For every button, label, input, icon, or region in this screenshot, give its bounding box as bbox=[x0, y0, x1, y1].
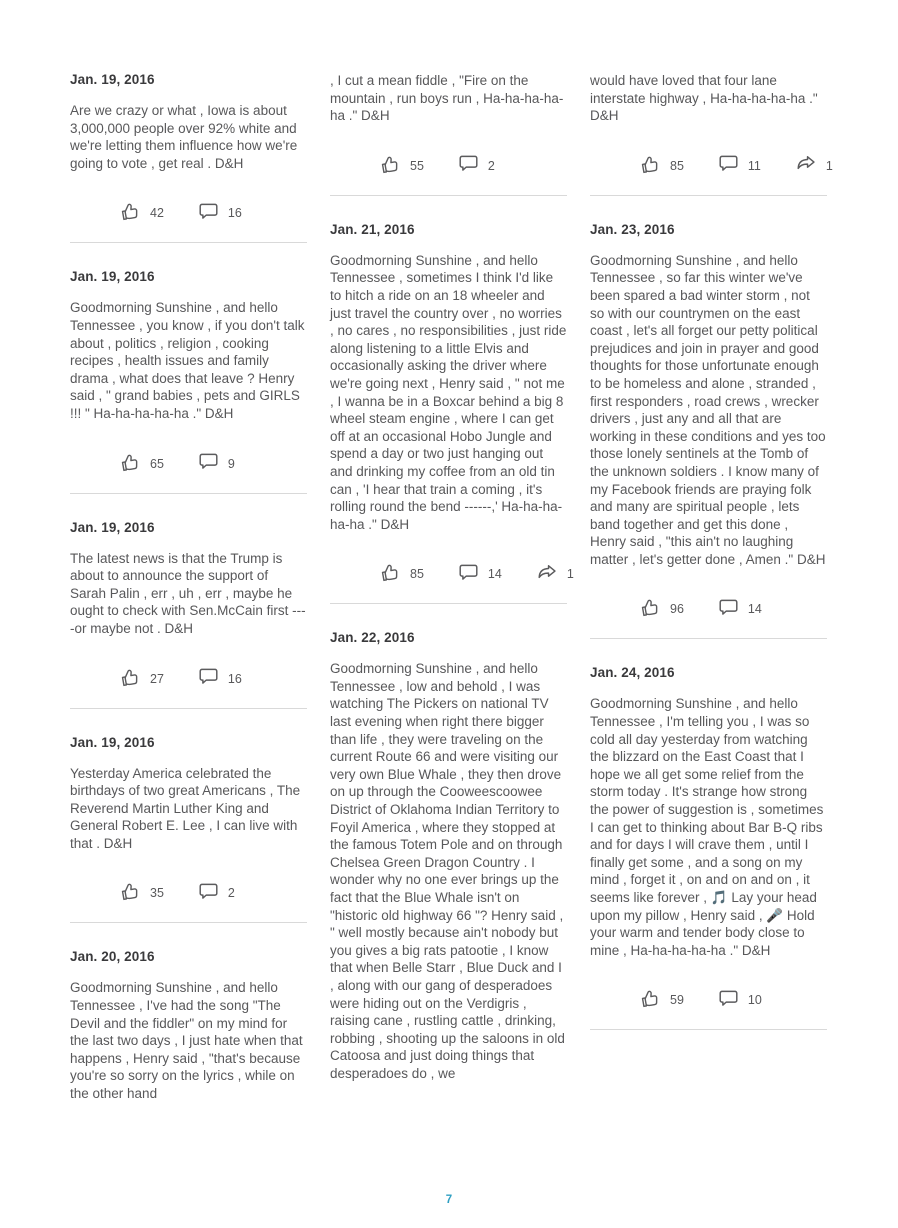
post-continuation bbox=[330, 72, 567, 222]
comment-icon bbox=[198, 202, 219, 221]
comment-icon bbox=[718, 989, 739, 1008]
like-count: 55 bbox=[410, 158, 424, 173]
like-stat[interactable] bbox=[380, 562, 424, 582]
comment-stat[interactable] bbox=[718, 154, 761, 173]
comment-icon bbox=[198, 882, 219, 901]
like-count: 35 bbox=[150, 886, 164, 901]
share-count: 1 bbox=[825, 158, 833, 173]
post-divider bbox=[590, 638, 827, 639]
post-stats bbox=[590, 595, 827, 619]
post-divider bbox=[70, 922, 307, 923]
post bbox=[70, 269, 307, 519]
post-text: Goodmorning Sunshine , and hello Tennessee , I'm telling you , I was so cold all day yesterday from watching the blizzard on the East Coast that I hope we all get some relief from the storm today . It's strange how strong the power of suggestion is , sometimes I can get to thinking about Bar B-Q ribs and for days I will crave them , until I finally get some , and a song on my mind , forget it , on and on and on , it seems like forever , 🎵 Lay your head upon my pillow , Henry said , 🎤 Hold your warm and tender body close to mine , Ha-ha-ha-ha-ha ." D&H bbox=[590, 696, 824, 958]
comment-stat[interactable] bbox=[198, 882, 235, 901]
column-1 bbox=[70, 72, 307, 1130]
thumbs-up-icon bbox=[118, 880, 142, 903]
post bbox=[590, 222, 827, 666]
like-count: 65 bbox=[150, 456, 164, 471]
column-2 bbox=[330, 72, 574, 1130]
post-date: Jan. 19, 2016 bbox=[70, 519, 155, 535]
post-stats bbox=[70, 879, 307, 903]
comment-stat[interactable] bbox=[718, 598, 762, 617]
post bbox=[330, 221, 574, 631]
post-divider bbox=[330, 603, 567, 604]
like-count: 85 bbox=[410, 567, 424, 582]
post-text: , I cut a mean fiddle , "Fire on the mountain , run boys run , Ha-ha-ha-ha-ha ." D&H bbox=[330, 73, 564, 124]
comment-stat[interactable] bbox=[198, 667, 242, 686]
comment-icon bbox=[198, 667, 219, 686]
post-text: Goodmorning Sunshine , and hello Tennessee , low and behold , I was watching The Pickers on national TV last evening when right there bigger than life , they were traveling on the current Route 66 and were visiting our very own Blue Whale , they then drove on up through the Cooweescoowee District of Oklahoma Indian Territory to Foyil America , where they stopped at the famous Totem Pole and on through Chelsea Green Dragon Country . I wonder why no one ever brings up the fact that the Blue Whale isn't on "historic old highway 66 "? Henry said , " well mostly because ain't nobody but you gives a big rats patootie , I know that when Belle Starr , Blue Duck and I , along with our gang of desperadoes were hiding out on the Verdigris , raising cane , rustling cattle , drinking, robbing , shooting up the saloons in old Catoosa and just doing things that desperadoes do , we bbox=[330, 661, 565, 1081]
thumbs-up-icon bbox=[118, 200, 142, 223]
post-stats bbox=[330, 560, 574, 584]
post-divider bbox=[330, 195, 567, 196]
thumbs-up-icon bbox=[638, 596, 662, 619]
post-text: would have loved that four lane interstate highway , Ha-ha-ha-ha-ha ." D&H bbox=[590, 73, 818, 124]
share-count: 1 bbox=[566, 567, 574, 582]
post bbox=[70, 949, 307, 1129]
comment-count: 11 bbox=[747, 158, 761, 173]
like-stat[interactable] bbox=[380, 154, 424, 174]
post bbox=[590, 665, 827, 1056]
share-stat[interactable] bbox=[795, 154, 833, 173]
thumbs-up-icon bbox=[378, 152, 402, 175]
post-divider bbox=[70, 493, 307, 494]
post-columns bbox=[70, 72, 833, 1130]
like-stat[interactable] bbox=[120, 452, 164, 472]
post-date: Jan. 19, 2016 bbox=[70, 269, 155, 285]
post-stats bbox=[590, 152, 833, 176]
comment-icon bbox=[458, 563, 479, 582]
comment-count: 14 bbox=[487, 567, 502, 582]
post-divider bbox=[590, 195, 827, 196]
comment-count: 16 bbox=[227, 671, 242, 686]
post-date: Jan. 19, 2016 bbox=[70, 72, 155, 87]
post-divider bbox=[70, 708, 307, 709]
column-3 bbox=[590, 72, 833, 1130]
comment-count: 16 bbox=[227, 206, 242, 221]
post-text: Yesterday America celebrated the birthdays of two great Americans , The Reverend Martin Luther King and General Robert E. Lee , I can live with that . D&H bbox=[70, 765, 301, 851]
like-stat[interactable] bbox=[640, 988, 684, 1008]
page-number: 7 bbox=[445, 1194, 453, 1206]
share-arrow-icon bbox=[536, 563, 558, 582]
post-divider bbox=[70, 242, 307, 243]
post-date: Jan. 22, 2016 bbox=[330, 630, 415, 646]
like-count: 59 bbox=[670, 993, 684, 1008]
like-count: 27 bbox=[150, 671, 164, 686]
comment-count: 2 bbox=[227, 886, 235, 901]
post-text: The latest news is that the Trump is about to announce the support of Sarah Palin , err , uh , err , maybe he ought to check with Sen.McCain first ----or maybe not . D&H bbox=[70, 550, 306, 636]
post bbox=[70, 520, 307, 735]
comment-stat[interactable] bbox=[718, 989, 762, 1008]
comment-icon bbox=[458, 154, 479, 173]
post-text: Goodmorning Sunshine , and hello Tennessee , I've had the song "The Devil and the fiddler" on my mind for the last two days , I just hate when that happens , Henry said , "that's because you're so sorry on the lyrics , while on the other hand bbox=[70, 980, 303, 1102]
share-stat[interactable] bbox=[536, 563, 574, 582]
like-stat[interactable] bbox=[120, 881, 164, 901]
post-divider bbox=[590, 1029, 827, 1030]
comment-stat[interactable] bbox=[458, 563, 502, 582]
thumbs-up-icon bbox=[638, 987, 662, 1010]
like-stat[interactable] bbox=[120, 201, 164, 221]
post bbox=[70, 72, 307, 269]
post-stats bbox=[70, 199, 307, 223]
post-date: Jan. 21, 2016 bbox=[330, 221, 415, 237]
post-date: Jan. 23, 2016 bbox=[590, 221, 675, 237]
like-count: 85 bbox=[670, 158, 684, 173]
post bbox=[70, 735, 307, 950]
thumbs-up-icon bbox=[118, 450, 142, 473]
like-stat[interactable] bbox=[640, 154, 684, 174]
thumbs-up-icon bbox=[118, 665, 142, 688]
comment-count: 14 bbox=[747, 602, 762, 617]
post-text: Are we crazy or what , Iowa is about 3,000,000 people over 92% white and we're letting them influence how we're going to vote , get real . D&H bbox=[70, 103, 298, 171]
comment-icon bbox=[718, 154, 739, 173]
comment-icon bbox=[718, 598, 739, 617]
share-arrow-icon bbox=[795, 154, 817, 173]
post-date: Jan. 24, 2016 bbox=[590, 665, 675, 681]
like-count: 96 bbox=[670, 602, 684, 617]
like-stat[interactable] bbox=[640, 597, 684, 617]
like-stat[interactable] bbox=[120, 667, 164, 687]
post-date: Jan. 19, 2016 bbox=[70, 734, 155, 750]
comment-stat[interactable] bbox=[458, 154, 495, 173]
comment-count: 10 bbox=[747, 993, 762, 1008]
comment-stat[interactable] bbox=[198, 202, 242, 221]
post-text: Goodmorning Sunshine , and hello Tennessee , you know , if you don't talk about , politics , religion , cooking recipes , health issues and family drama , what does that leave ? Henry said , " grand babies , pets and GIRLS !!! " Ha-ha-ha-ha-ha ." D&H bbox=[70, 300, 305, 421]
comment-count: 2 bbox=[487, 158, 495, 173]
comment-count: 9 bbox=[227, 456, 235, 471]
like-count: 42 bbox=[150, 206, 164, 221]
post-continuation bbox=[590, 72, 833, 222]
post-stats bbox=[330, 152, 567, 176]
thumbs-up-icon bbox=[378, 561, 402, 584]
comment-stat[interactable] bbox=[198, 452, 235, 471]
post-stats bbox=[590, 986, 827, 1010]
thumbs-up-icon bbox=[638, 152, 662, 175]
post-stats bbox=[70, 665, 307, 689]
post-stats bbox=[70, 450, 307, 474]
post-text: Goodmorning Sunshine , and hello Tennessee , sometimes I think I'd like to hitch a ride on an 18 wheeler and just travel the country over , no worries , no cares , no responsibilities , just ride along listening to a little Elvis and occasionally asking the driver where we're going next , Henry said , " not me , I wanna be in a Boxcar behind a big 8 wheel steam engine , where I can get off at an occasional Hobo Jungle and spend a day or two just hanging out and drinking my coffee from an old tin can , 'I hear that train a coming , it's rolling round the bend ------,' Ha-ha-ha-ha-ha ." D&H bbox=[330, 252, 567, 532]
post-date: Jan. 20, 2016 bbox=[70, 949, 155, 965]
post bbox=[330, 630, 567, 1109]
comment-icon bbox=[198, 452, 219, 471]
post-text: Goodmorning Sunshine , and hello Tennessee , so far this winter we've been spared a bad winter storm , not so with our countrymen on the east coast , let's all forget our petty political prejudices and join in prayer and good thoughts for those unfortunate enough to be homeless and alone , stranded , first responders , road crews , wrecker drivers , just any and all that are working in these conditions and yes too those lonely sentinels at the Tomb of the unknown soldiers . I know many of my Facebook friends are praying folk and many are spiritual people , lets band together and get this done , Henry said , "this ain't no laughing matter , let's getter done , Amen ." D&H bbox=[590, 252, 826, 567]
